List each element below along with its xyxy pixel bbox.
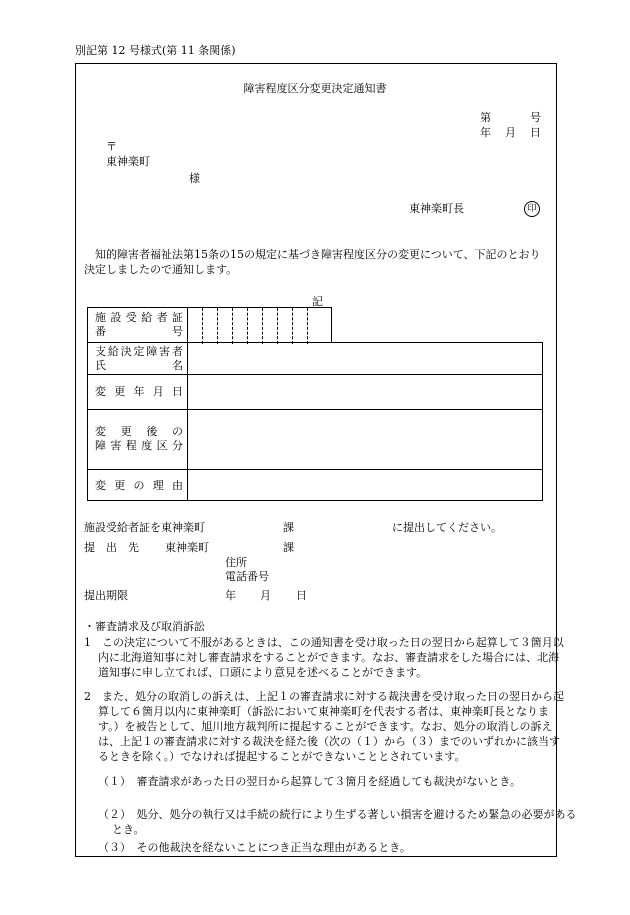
issuer-name: 東神楽町長 [409,202,464,215]
appeal-item-1: 1 この決定について不服があるときは、この通知書を受け取った日の翌日から起算して３箇月以内に北海道知事に対し審査請求をすることができます。なお、審査請求をした場合には、北海道知事に申し立てれば、口頭により意見を述べることができます。 [84,636,564,679]
deadline-label: 提出期限 [84,589,128,602]
change-date-label: 変更年月日 [95,385,183,398]
date-day-label: 日 [530,126,541,139]
document-title: 障害程度区分変更決定通知書 [243,82,387,95]
deadline-day: 日 [296,589,307,602]
digit-divider [262,308,263,344]
row-separator [88,374,542,375]
destination-label: 提 出 先 [84,541,139,554]
appeal-heading: ・審査請求及び取消訴訟 [84,620,205,633]
appeal-sub-3: （３） その他裁決を経ないことにつき正当な理由があるとき。 [98,841,411,854]
submission-line-right: に提出してください。 [392,521,502,534]
form-reference: 別記第 12 号様式(第 11 条関係) [75,44,236,57]
appeal-item-2: 2 また、処分の取消しの訴えは、上記１の審査請求に対する裁決書を受け取った日の翌日から起算して６箇月以内に東神楽町（訴訟において東神楽町を代表する者は、東神楽町長となります。）を被告として、旭川地方裁判所に提起することができます。なお、処分の取消しの訴えは、上記１の審査請求に対する裁決を経た後（次の（１）から（３）までのいずれかに該当するときを除く。）でなければ提起することができないこととされています。 [84,690,564,763]
deadline-year: 年 [225,589,236,602]
digit-divider [202,308,203,344]
digit-divider [217,308,218,344]
appeal-sub-1: （１） 審査請求があった日の翌日から起算して３箇月を経過しても裁決がないとき。 [98,775,521,788]
digit-divider [277,308,278,344]
address-label: 住所 [225,556,247,569]
change-reason-label: 変更の理由 [95,479,183,492]
label-divider [187,308,188,342]
label-divider [187,343,188,500]
digit-divider [247,308,248,344]
digit-divider [307,308,308,344]
deadline-month: 月 [260,589,271,602]
postal-mark: 〒 [106,140,117,153]
digit-divider [292,308,293,344]
ki-mark: 記 [312,295,323,308]
destination-town: 東神楽町 [165,541,209,554]
recipient-name-label: 支給決定障害者 氏 名 [95,345,183,372]
row-separator [88,469,542,470]
digit-divider [232,308,233,344]
info-table [87,307,543,501]
recipient-honorific: 様 [189,172,200,185]
date-year-label: 年 [480,126,491,139]
certificate-number-label: 施設受給者証 番 号 [95,311,183,338]
new-level-label: 変 更 後 の 障害程度区分 [95,425,183,452]
number-label-left: 第 [480,111,491,124]
row-separator [88,409,542,410]
certificate-number-row [87,307,332,343]
date-month-label: 月 [505,126,516,139]
phone-label: 電話番号 [225,570,269,583]
submission-line-ka: 課 [283,521,294,534]
submission-line-left: 施設受給者証を東神楽町 [84,521,205,534]
details-block [87,342,543,501]
destination-ka: 課 [283,541,294,554]
seal-mark: 印 [524,201,540,217]
recipient-town: 東神楽町 [106,155,150,168]
body-paragraph: 知的障害者福祉法第15条の15の規定に基づき障害程度区分の変更について、下記のとおり決定しましたので通知します。 [84,248,541,276]
number-label-right: 号 [530,111,541,124]
appeal-sub-2: （２） 処分、処分の執行又は手続の続行により生ずる著しい損害を避けるため緊急の必要があるとき。 [98,808,577,836]
